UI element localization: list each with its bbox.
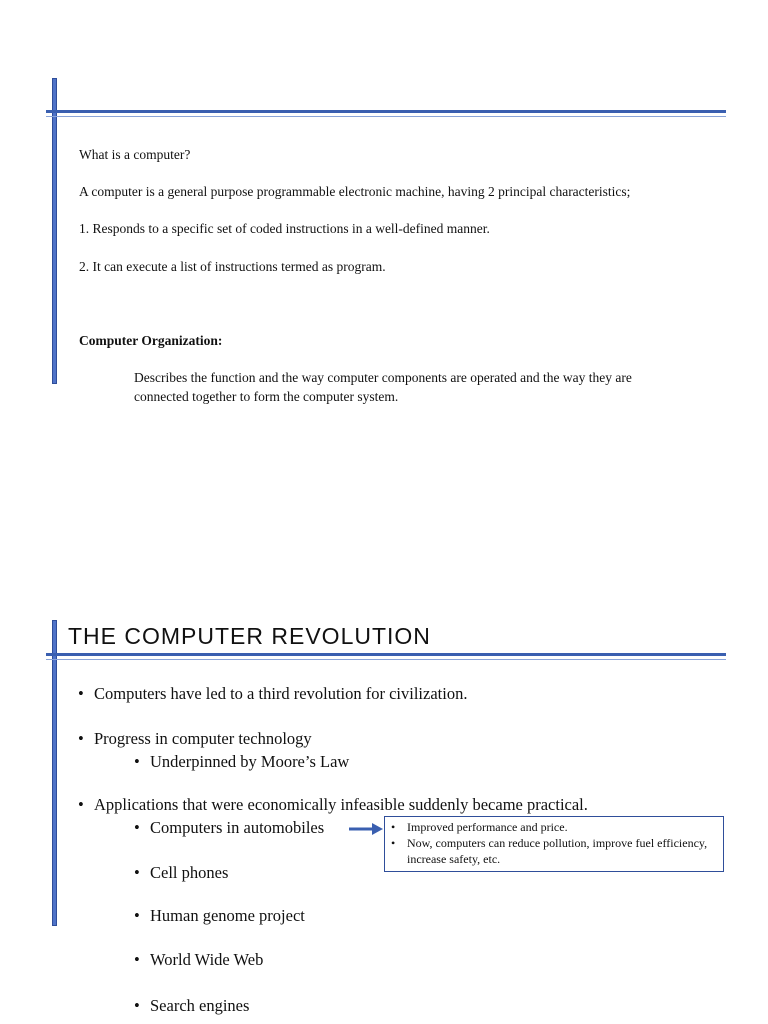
bullet-dot: • bbox=[134, 818, 140, 837]
slide1-header-rule bbox=[46, 110, 726, 113]
bullet-2-text: Progress in computer technology bbox=[94, 729, 312, 748]
sub-app-5-text: Search engines bbox=[150, 996, 250, 1015]
org-desc-line2: connected together to form the computer system. bbox=[134, 389, 399, 404]
sub-app-4-text: World Wide Web bbox=[150, 950, 264, 969]
sub-bullet-moore bbox=[134, 752, 349, 772]
bullet-3 bbox=[78, 795, 588, 815]
callout-box bbox=[384, 816, 724, 872]
callout-item-2: Now, computers can reduce pollution, improve fuel efficiency, increase safety, etc. bbox=[407, 836, 708, 866]
bullet-1 bbox=[78, 684, 467, 704]
bullet-dot: • bbox=[391, 836, 396, 850]
bullet-3-text: Applications that were economically infeasible suddenly became practical. bbox=[94, 795, 588, 814]
slide1-header-rule-thin bbox=[46, 116, 726, 117]
bullet-dot: • bbox=[134, 996, 140, 1015]
callout-item bbox=[391, 819, 717, 835]
bullet-dot: • bbox=[134, 950, 140, 969]
arrow-right-icon bbox=[348, 822, 384, 836]
bullet-dot: • bbox=[78, 684, 84, 703]
callout-item bbox=[391, 835, 717, 867]
sub-bullet-moore-text: Underpinned by Moore’s Law bbox=[150, 752, 350, 771]
slide-title: THE COMPUTER REVOLUTION bbox=[68, 623, 431, 649]
question-text: What is a computer? bbox=[79, 147, 191, 162]
org-desc-line1: Describes the function and the way computer components are operated and the way they are bbox=[134, 370, 632, 385]
sub-app-2-text: Cell phones bbox=[150, 863, 229, 882]
definition-text: A computer is a general purpose programmable electronic machine, having 2 principal characteristics; bbox=[79, 184, 631, 199]
point-2: 2. It can execute a list of instructions termed as program. bbox=[79, 259, 386, 274]
sub-app-5 bbox=[134, 996, 249, 1016]
sub-app-3 bbox=[134, 906, 305, 926]
slide2-header-rule-thin bbox=[46, 659, 726, 660]
bullet-dot: • bbox=[134, 752, 140, 771]
point-1: 1. Responds to a specific set of coded instructions in a well-defined manner. bbox=[79, 221, 490, 236]
sub-app-2 bbox=[134, 863, 228, 883]
slide1-left-bar bbox=[52, 78, 57, 384]
bullet-dot: • bbox=[78, 795, 84, 814]
bullet-2 bbox=[78, 729, 312, 749]
bullet-dot: • bbox=[391, 820, 396, 834]
org-heading: Computer Organization: bbox=[79, 333, 223, 348]
sub-app-1 bbox=[134, 818, 324, 838]
slide2-header-rule bbox=[46, 653, 726, 656]
bullet-dot: • bbox=[134, 906, 140, 925]
callout-item-1: Improved performance and price. bbox=[407, 820, 568, 834]
bullet-1-text: Computers have led to a third revolution for civilization. bbox=[94, 684, 468, 703]
sub-app-3-text: Human genome project bbox=[150, 906, 305, 925]
bullet-dot: • bbox=[134, 863, 140, 882]
slide2-left-bar bbox=[52, 620, 57, 926]
sub-app-4 bbox=[134, 950, 263, 970]
sub-app-1-text: Computers in automobiles bbox=[150, 818, 325, 837]
bullet-dot: • bbox=[78, 729, 84, 748]
